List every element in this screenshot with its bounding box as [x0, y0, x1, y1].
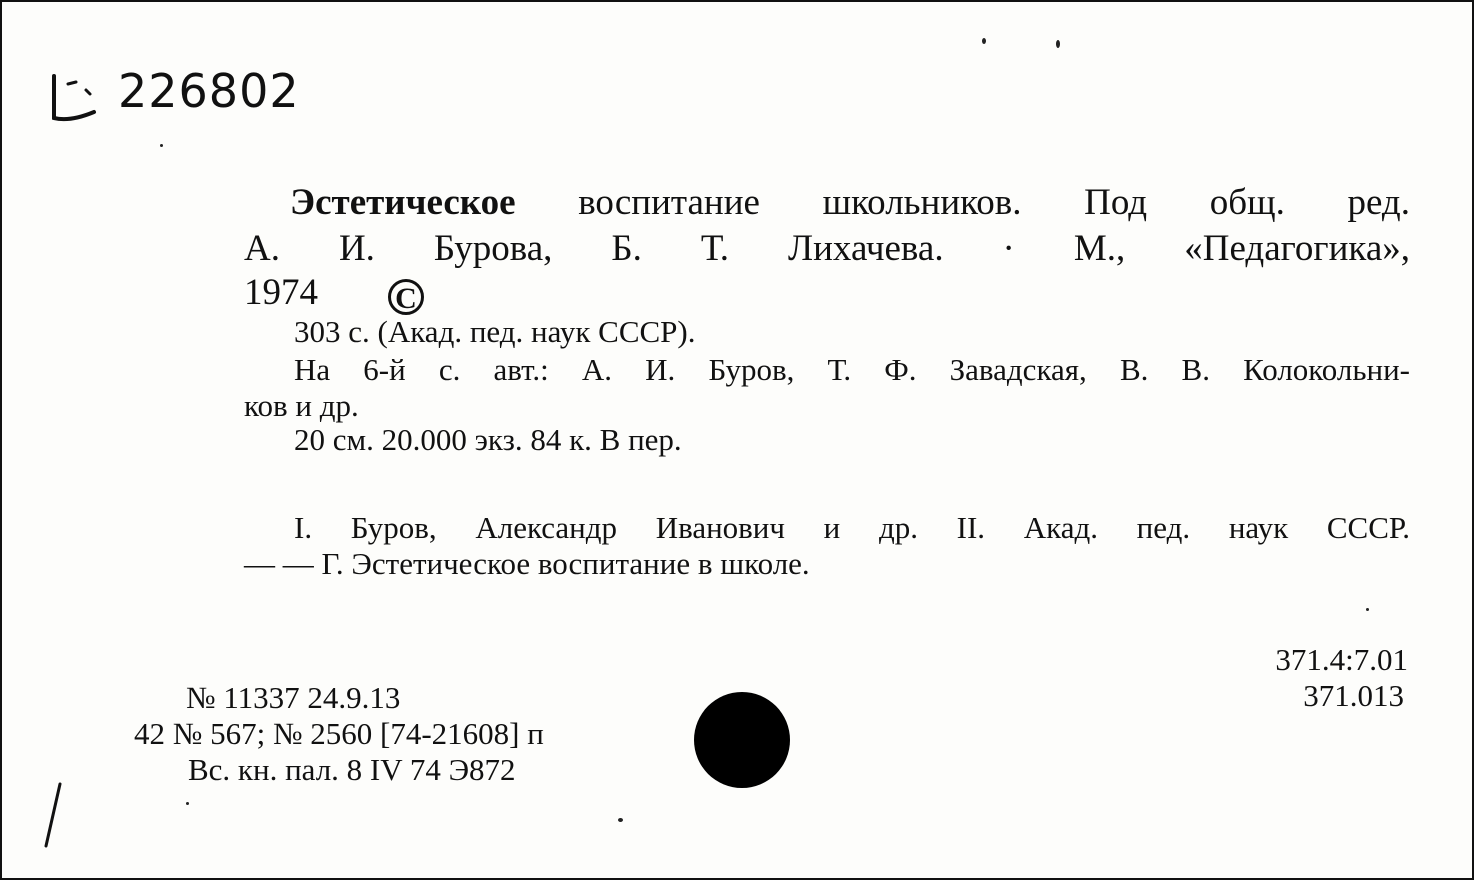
classification-udc-2: 371.013 — [1303, 678, 1404, 713]
imprint-line-3: Вс. кн. пал. 8 IV 74 Э872 — [188, 752, 516, 787]
punched-hole-dot — [694, 692, 790, 788]
description-pages: 303 с. (Акад. пед. наук СССР). — [294, 314, 696, 349]
speck — [160, 144, 163, 147]
speck — [982, 38, 986, 44]
title-line-2: А. И. Бурова, Б. Т. Лихачева. · М., «Педагогика», — [244, 228, 1410, 269]
title-line-1-rest: воспитание школьников. Под общ. ред. — [578, 182, 1410, 223]
title-bold-word: Эстетическое — [290, 182, 516, 223]
tracings-line-1: I. Буров, Александр Иванович и др. II. Акад. пед. наук СССР. — [294, 510, 1410, 545]
classification-udc-1: 371.4:7.01 — [1275, 642, 1408, 677]
publication-year: 1974 — [244, 272, 318, 313]
imprint-line-1: № 11337 24.9.13 — [186, 680, 401, 715]
title-line-3 — [244, 270, 424, 316]
description-authors: На 6-й с. авт.: А. И. Буров, Т. Ф. Завадская, В. В. Колокольни- — [294, 352, 1410, 387]
title-line-1 — [290, 180, 1410, 226]
speck — [186, 802, 189, 805]
description-authors-cont: ков и др. — [244, 388, 359, 423]
copyright-icon: C — [388, 279, 424, 315]
handwritten-slash-mark — [34, 780, 74, 850]
speck — [1056, 40, 1060, 48]
description-format: 20 см. 20.000 экз. 84 к. В пер. — [294, 422, 682, 457]
tracings-line-2: — — Г. Эстетическое воспитание в школе. — [244, 546, 810, 581]
speck — [618, 818, 623, 822]
imprint-line-2: 42 № 567; № 2560 [74-21608] п — [134, 716, 544, 751]
handwritten-hook-mark — [46, 72, 100, 126]
card-number: 226802 — [118, 64, 300, 118]
speck — [1366, 608, 1369, 611]
